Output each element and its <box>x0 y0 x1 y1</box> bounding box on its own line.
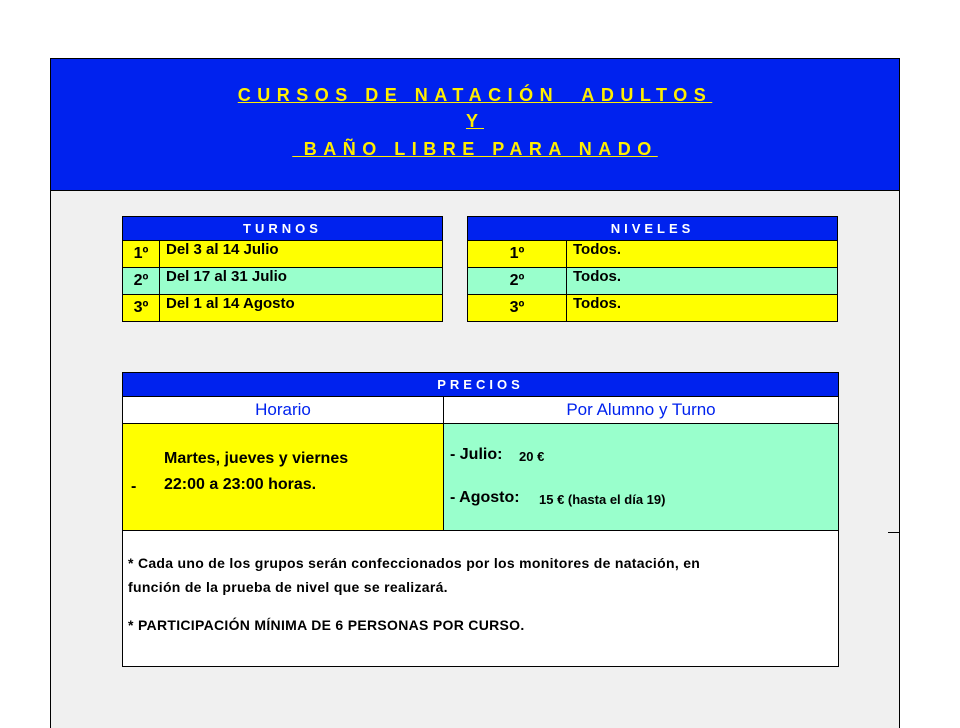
nivel-text: Todos. <box>567 295 838 322</box>
note-groups-line-1: * Cada uno de los grupos serán confeccionados por los monitores de natación, en <box>128 555 701 571</box>
julio-price: 20 € <box>519 449 545 464</box>
horario-hours: 22:00 a 23:00 horas. <box>164 476 317 493</box>
nivel-number: 1º <box>468 241 567 268</box>
nivel-number: 2º <box>468 268 567 295</box>
horario-cell <box>123 424 444 531</box>
divider-stub <box>888 532 900 533</box>
table-row <box>123 241 443 268</box>
nivel-number: 3º <box>468 295 567 322</box>
turnos-header: TURNOS <box>123 217 443 241</box>
niveles-table <box>467 216 838 322</box>
horario-days: Martes, jueves y viernes <box>164 450 349 467</box>
table-row <box>468 295 838 322</box>
precio-column-header: Por Alumno y Turno <box>444 397 839 424</box>
table-row <box>123 268 443 295</box>
agosto-label: - Agosto: <box>450 489 520 506</box>
nivel-text: Todos. <box>567 241 838 268</box>
julio-label: - Julio: <box>450 446 503 463</box>
nivel-text: Todos. <box>567 268 838 295</box>
turno-number: 2º <box>123 268 160 295</box>
note-groups-line-2: función de la prueba de nivel que se realizará. <box>128 579 448 595</box>
precios-table <box>122 372 839 667</box>
turno-number: 1º <box>123 241 160 268</box>
note-minimum-participation: * PARTICIPACIÓN MÍNIMA DE 6 PERSONAS POR CURSO. <box>128 617 525 633</box>
turno-dates: Del 3 al 14 Julio <box>160 241 443 268</box>
precio-cell <box>444 424 839 531</box>
table-row <box>468 241 838 268</box>
horario-column-header: Horario <box>123 397 444 424</box>
notes-cell <box>123 531 839 667</box>
title-line-2: Y <box>465 111 484 131</box>
title-line-1: CURSOS DE NATACIÓN ADULTOS <box>237 85 713 105</box>
turnos-table <box>122 216 443 322</box>
horario-dash: - <box>131 478 137 495</box>
turno-dates: Del 17 al 31 Julio <box>160 268 443 295</box>
table-row <box>468 268 838 295</box>
agosto-price: 15 € (hasta el día 19) <box>539 492 666 507</box>
turno-dates: Del 1 al 14 Agosto <box>160 295 443 322</box>
turno-number: 3º <box>123 295 160 322</box>
niveles-header: NIVELES <box>468 217 838 241</box>
table-row <box>123 295 443 322</box>
title-banner <box>51 59 899 191</box>
document-sheet <box>50 58 900 728</box>
title-line-3: BAÑO LIBRE PARA NADO <box>292 139 658 159</box>
precios-header: PRECIOS <box>123 373 839 397</box>
